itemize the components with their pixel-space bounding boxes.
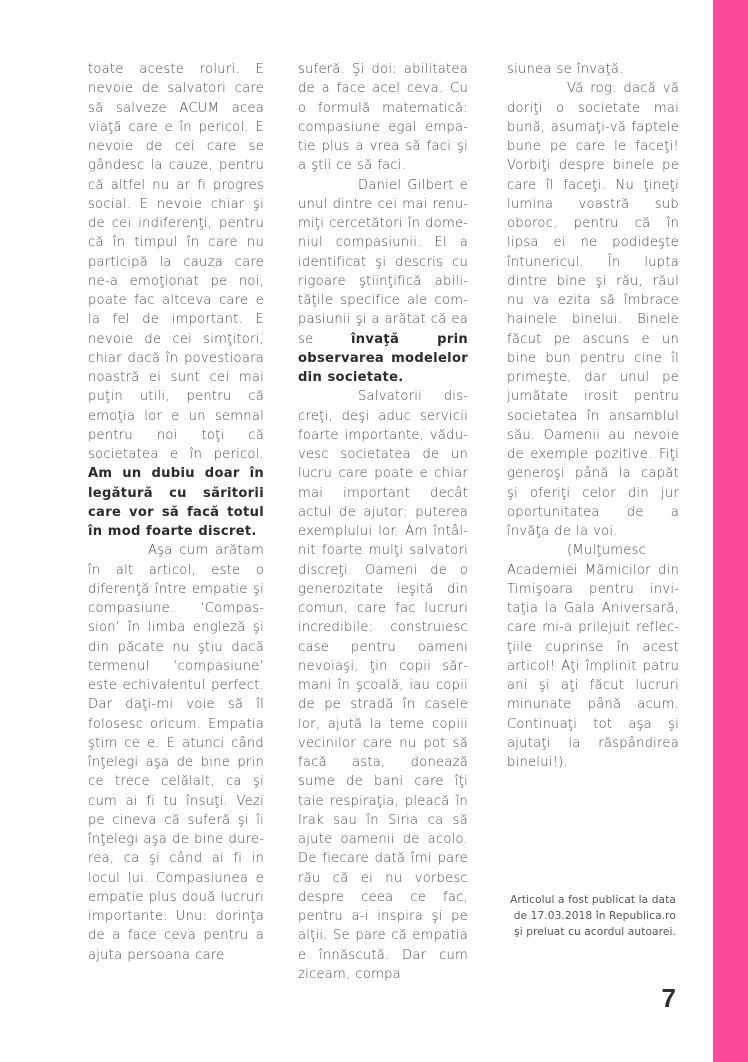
- article-paragraph: [507, 541, 679, 772]
- paragraph-text: Salvatorii discreţi, deşi aduc servicii foarte importante, văduvesc societatea de un lucru care poate e chiar mai important decât actul de ajutor: puterea exemplului lor. Am întâlnit foarte mulţi salvatori discreţi. Oameni de o generozitate ieşită din comun, care fac lucruri incredibile: construiesc case pentru oameni nevoiaşi, ţin copii sărmani în şcoală, iau copii de pe stradă în casele lor, ajută la teme copiii vecinilor care nu pot să facă asta, donează sume de bani care îţi taie respiraţia, pleacă în Irak sau în Siria ca să ajute oamenii de acolo. De fiecare dată îmi pare rău că ei nu vorbesc despre ceea ce fac, pentru a-i inspira şi pe alţii. Se pare că empatia e înnăscută. Dar cum ziceam, compa: [298, 389, 468, 982]
- paragraph-text: (Mulţumesc Academiei Mămicilor din Timişoara pentru invitaţia la Gala Aniversară, care mi-a prilejuit reflecţiile cuprinse în acest articol! Aţi împlinit patru ani şi aţi făcut lucruri minunate până acum. Continuaţi tot aşa şi ajutaţi la răspândirea binelui!).: [507, 543, 679, 770]
- paragraph-text: Daniel Gilbert e unul dintre cei mai renumiţi cercetători în domeniul compasiunii. El a identificat şi descris cu rigoare ştiinţifică abilităţile specifice ale compasiunii şi a arătat că ea se: [298, 177, 468, 347]
- article-paragraph: [507, 60, 679, 79]
- article-paragraph: [298, 60, 468, 176]
- paragraph-text: suferă. Şi doi: abilitatea de a face acel ceva. Cu o formulă matematică: compasiune egal empatie plus a vrea să faci şi a ştii ce să faci.: [298, 62, 468, 174]
- article-paragraph: [298, 176, 468, 388]
- article-paragraph: [507, 79, 679, 541]
- article-paragraph: [88, 60, 264, 541]
- emphasized-text: Am un dubiu doar în legătură cu săritorii care vor să facă totul în mod foarte discret.: [88, 466, 264, 539]
- paragraph-text: siunea se învaţă.: [507, 62, 624, 77]
- emphasized-text: învaţă prin observarea modelelor din societate.: [298, 331, 469, 385]
- accent-side-bar: [713, 0, 748, 1062]
- article-paragraph: [88, 541, 264, 965]
- publication-note: Articolul a fost publicat la data de 17.03.2018 în Republica.ro şi preluat cu acordul autoarei.: [510, 894, 676, 939]
- paragraph-text: Aşa cum arătam în alt articol, este o diferenţă între empatie şi compasiune. ‘Compassion’ în limba engleză şi din păcate nu ştiu dacă termenul ‘compasiune’ este echivalentul perfect. Dar daţi-mi voie să îl folosesc oricum. Empatia ştim ce e. E atunci când înţelegi aşa de bine prin ce trece celălalt, ca şi cum ai fi tu însuţi. Vezi pe cineva că suferă şi îi înţelegi aşa de bine durerea, ca şi când ai fi in locul lui. Compasiunea e empatie plus două lucruri importante. Unu: dorinţa de a face ceva pentru a ajuta persoana care: [88, 543, 264, 963]
- paragraph-text: Vă rog: dacă vă doriţi o societate mai bună, asumaţi-vă faptele bune pe care le faceţi! Vorbiţi despre binele pe care îl faceţi. Nu ţineţi lumina voastră sub oboroc, pentru că în lipsa ei ne podideşte întunericul. În lupta dintre bine şi rău, răul nu va ezita să îmbrace hainele binelui. Binele făcut pe ascuns e un bine bun pentru cine îl primeşte, dar unul pe jumătate irosit pentru societatea în ansamblul său. Oamenii au nevoie de exemple pozitive. Fiţi generoşi până la capăt şi oferiţi celor din jur oportunitatea de a învăţa de la voi.: [507, 81, 679, 539]
- article-column-1: [88, 60, 264, 965]
- article-column-2: [298, 60, 468, 984]
- article-paragraph: [298, 387, 468, 984]
- article-column-3: [507, 60, 679, 772]
- page-number: 7: [661, 983, 676, 1013]
- paragraph-text: toate aceste roluri. E nevoie de salvatori care să salveze ACUM acea viaţă care e în pericol. E nevoie de cei care se gândesc la cauze, pentru că altfel nu ar fi progres social. E nevoie chiar şi de cei indiferenţi, pentru că în timpul în care nu participă la cauza care ne-a emoţionat pe noi, poate fac altceva care e la fel de important. E nevoie de cei simţitori, chiar dacă în povestioara noastră ei sunt cei mai puţin utili, pentru că emoţia lor e un semnal pentru noi toţi că societatea e în pericol.: [88, 62, 264, 462]
